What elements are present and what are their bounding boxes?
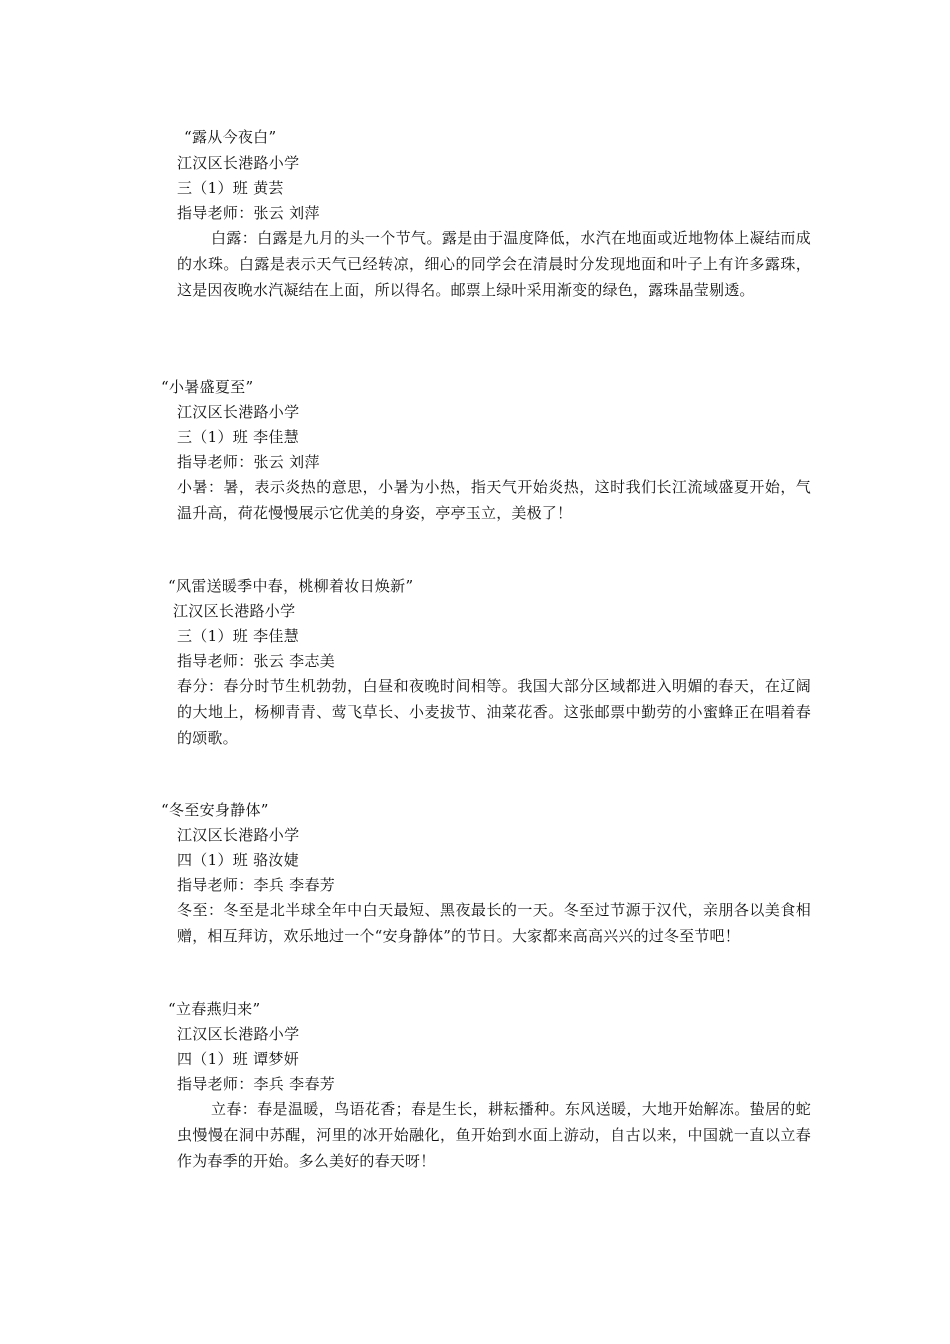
entry-class-student: 四（1）班 骆汝婕 bbox=[177, 851, 300, 869]
entry-class-student: 三（1）班 黄芸 bbox=[177, 179, 284, 197]
entry-class-student: 三（1）班 李佳慧 bbox=[177, 428, 300, 446]
entry-school: 江汉区长港路小学 bbox=[177, 1025, 300, 1043]
entry-title: “冬至安身静体” bbox=[161, 801, 269, 819]
entry-description: 春分：春分时节生机勃勃，白昼和夜晚时间相等。我国大部分区域都进入明媚的春天，在辽阔的大地上，杨柳青青、莺飞草长、小麦拔节、油菜花香。这张邮票中勤劳的小蜜蜂正在唱着春的颂歌。 bbox=[177, 677, 811, 747]
entry-teacher: 指导老师：张云 刘萍 bbox=[177, 204, 320, 222]
entry-teacher: 指导老师：张云 刘萍 bbox=[177, 453, 320, 471]
entry-teacher: 指导老师：李兵 李春芳 bbox=[177, 1075, 336, 1093]
entry-description: 小暑：暑，表示炎热的意思，小暑为小热，指天气开始炎热，这时我们长江流域盛夏开始，气温升高，荷花慢慢展示它优美的身姿，亭亭玉立，美极了！ bbox=[177, 478, 811, 522]
entry-class-student: 三（1）班 李佳慧 bbox=[177, 627, 300, 645]
entry-title: “风雷送暖季中春，桃柳着妆日焕新” bbox=[168, 577, 414, 595]
entry-school: 江汉区长港路小学 bbox=[177, 826, 300, 844]
entry-description: 冬至：冬至是北半球全年中白天最短、黑夜最长的一天。冬至过节源于汉代，亲朋各以美食相赠，相互拜访，欢乐地过一个“安身静体”的节日。大家都来高高兴兴的过冬至节吧！ bbox=[177, 901, 811, 945]
entry-teacher: 指导老师：张云 李志美 bbox=[177, 652, 336, 670]
entry-title: “小暑盛夏至” bbox=[161, 378, 254, 396]
entry-title: “露从今夜白” bbox=[184, 128, 277, 146]
entry-description: 立春：春是温暖，鸟语花香；春是生长，耕耘播种。东风送暖，大地开始解冻。蛰居的蛇虫慢慢在洞中苏醒，河里的冰开始融化，鱼开始到水面上游动，自古以来，中国就一直以立春作为春季的开始。多么美好的春天呀！ bbox=[177, 1100, 811, 1170]
entry-class-student: 四（1）班 谭梦妍 bbox=[177, 1050, 300, 1068]
entry-title: “立春燕归来” bbox=[168, 1000, 261, 1018]
entry-description: 白露：白露是九月的头一个节气。露是由于温度降低，水汽在地面或近地物体上凝结而成的水珠。白露是表示天气已经转凉，细心的同学会在清晨时分发现地面和叶子上有许多露珠，这是因夜晚水汽凝结在上面，所以得名。邮票上绿叶采用渐变的绿色，露珠晶莹剔透。 bbox=[177, 229, 811, 299]
entry-school: 江汉区长港路小学 bbox=[173, 602, 296, 620]
entry-school: 江汉区长港路小学 bbox=[177, 403, 300, 421]
entry-school: 江汉区长港路小学 bbox=[177, 154, 300, 172]
entry-teacher: 指导老师：李兵 李春芳 bbox=[177, 876, 336, 894]
